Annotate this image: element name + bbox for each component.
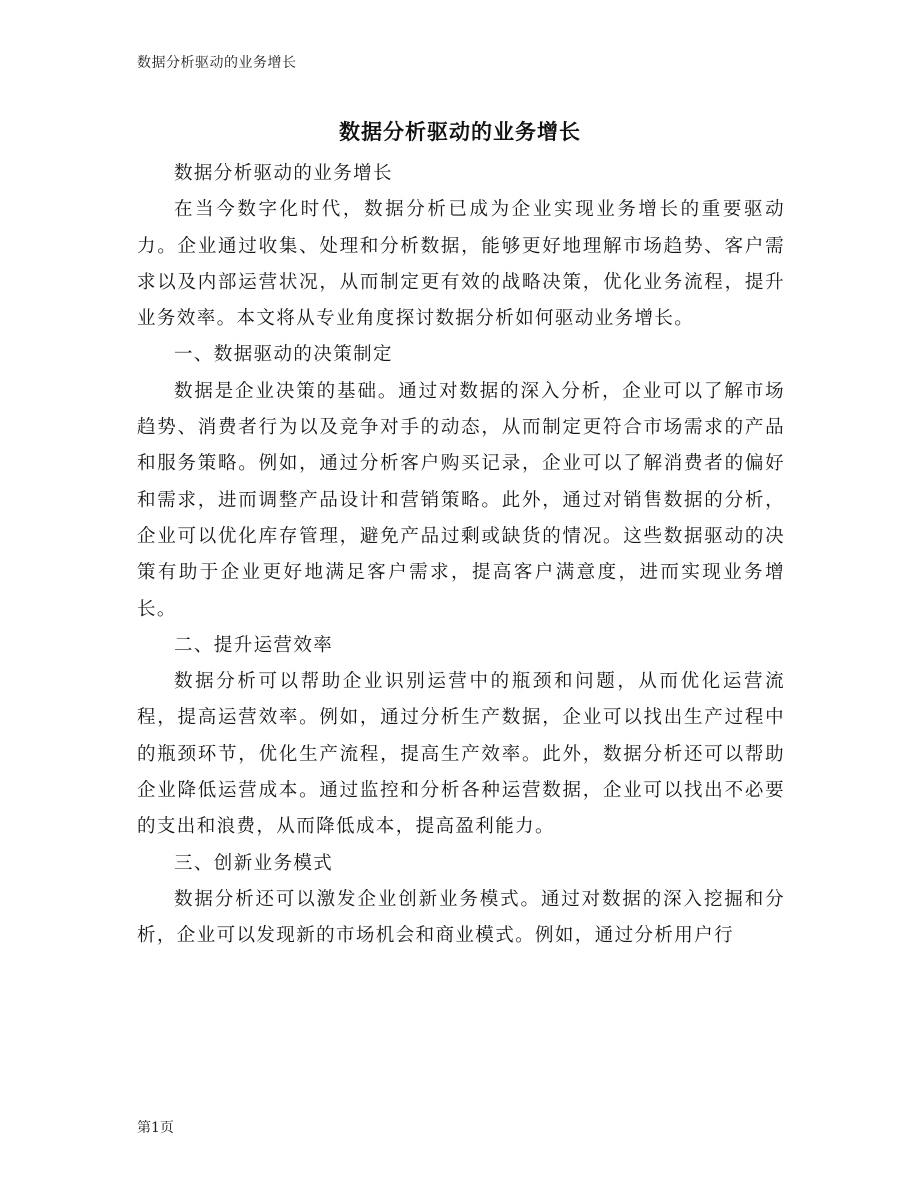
section-3-paragraph: 数据分析还可以激发企业创新业务模式。通过对数据的深入挖掘和分析，企业可以发现新的市场机会和商业模式。例如，通过分析用户行 (137, 888, 785, 947)
subtitle-paragraph: 数据分析驱动的业务增长 (174, 163, 393, 184)
section-heading-3: 三、创新业务模式 (174, 852, 334, 874)
page-number: 第1页 (137, 1120, 174, 1136)
running-header: 数据分析驱动的业务增长 (137, 55, 297, 71)
intro-paragraph: 在当今数字化时代，数据分析已成为企业实现业务增长的重要驱动力。企业通过收集、处理和分析数据，能够更好地理解市场趋势、客户需求以及内部运营状况，从而制定更有效的战略决策，优化业务流程，提升业务效率。本文将从专业角度探讨数据分析如何驱动业务增长。 (137, 199, 785, 330)
section-1-paragraph: 数据是企业决策的基础。通过对数据的深入分析，企业可以了解市场趋势、消费者行为以及竞争对手的动态，从而制定更符合市场需求的产品和服务策略。例如，通过分析客户购买记录，企业可以了解消费者的偏好和需求，进而调整产品设计和营销策略。此外，通过对销售数据的分析，企业可以优化库存管理，避免产品过剩或缺货的情况。这些数据驱动的决策有助于企业更好地满足客户需求，提高客户满意度，进而实现业务增长。 (137, 380, 785, 620)
document-title: 数据分析驱动的业务增长 (339, 119, 581, 144)
section-heading-2: 二、提升运营效率 (174, 634, 334, 656)
document-body (137, 156, 785, 955)
section-heading-1: 一、数据驱动的决策制定 (174, 344, 393, 366)
section-2-paragraph: 数据分析可以帮助企业识别运营中的瓶颈和问题，从而优化运营流程，提高运营效率。例如，通过分析生产数据，企业可以找出生产过程中的瓶颈环节，优化生产流程，提高生产效率。此外，数据分析还可以帮助企业降低运营成本。通过监控和分析各种运营数据，企业可以找出不必要的支出和浪费，从而降低成本，提高盈利能力。 (137, 671, 785, 838)
